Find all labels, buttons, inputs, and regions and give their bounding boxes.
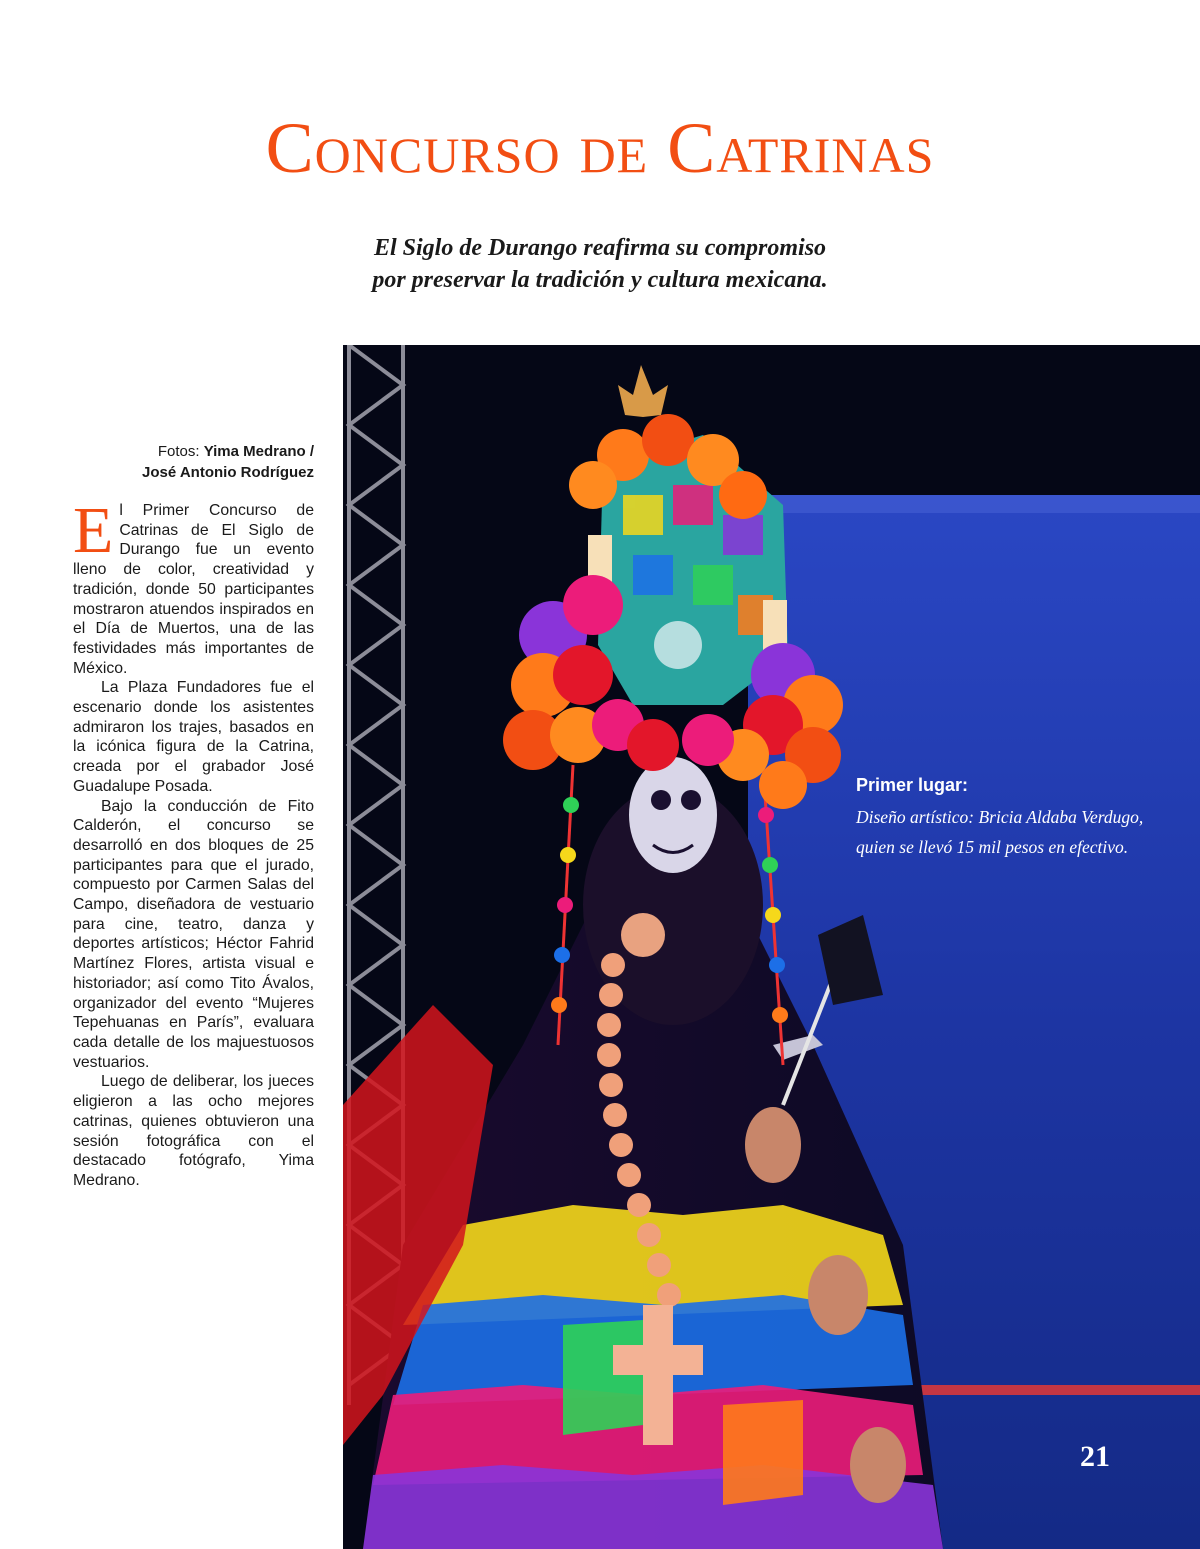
catrina-face [629, 757, 717, 873]
catrina-photo [343, 345, 1200, 1549]
article-paragraph: Bajo la conducción de Fito Calderón, el concurso se desarrolló en dos bloques de 25 participantes para que el jurado, compuesto por Carmen Salas del Campo, diseñadora de vestuario para cine, teatro, danza y deportes artísticos; Héctor Fahrid Martínez Flores, artista visual e historiador; así como Tito Ávalos, organizador del evento “Mujeres Tepehuanas en París”, evaluara cada detalle de los majuestuosos vestuarios. [73, 797, 314, 1071]
catrina-photo-illustration [343, 345, 1200, 1549]
caption-heading: Primer lugar: [856, 775, 969, 795]
page-title: Concurso de Catrinas [265, 108, 935, 188]
subtitle-line-2: por preservar la tradición y cultura mexicana. [372, 267, 828, 293]
article-paragraph-text: l Primer Concurso de Catrinas de El Siglo de Durango fue un evento lleno de color, creatividad y tradición, donde 50 participantes mostraron atuendos inspirados en el Día de Muertos, una de las festividades más importantes de México. [73, 502, 314, 677]
page-number: 21 [1080, 1440, 1110, 1473]
photo-credit [72, 441, 314, 483]
stage-red-light [903, 1385, 1200, 1395]
subtitle-line-1: El Siglo de Durango reafirma su compromiso [373, 235, 827, 261]
caption-text: Diseño artístico: Bricia Aldaba Verdugo, quien se llevó 15 mil pesos en efectivo. [856, 807, 1144, 857]
article-body [73, 494, 314, 1191]
subtitle [200, 232, 1000, 296]
drop-cap: E [73, 494, 114, 567]
screen-top-edge [748, 495, 1200, 513]
credit-name-1: Yima Medrano / [203, 443, 314, 460]
credit-label: Fotos: [157, 443, 200, 460]
credit-name-2: José Antonio Rodríguez [142, 464, 314, 481]
photo-caption [856, 772, 1146, 862]
article-paragraph: La Plaza Fundadores fue el escenario donde los asistentes admiraron los trajes, basados en la icónica figura de la Catrina, creada por el grabador José Guadalupe Posada. [73, 679, 314, 795]
article-paragraph [73, 494, 314, 678]
article-paragraph: Luego de deliberar, los jueces eligieron a las ocho mejores catrinas, quienes obtuvieron una sesión fotográfica con el destacado fotógrafo, Yima Medrano. [73, 1073, 314, 1189]
